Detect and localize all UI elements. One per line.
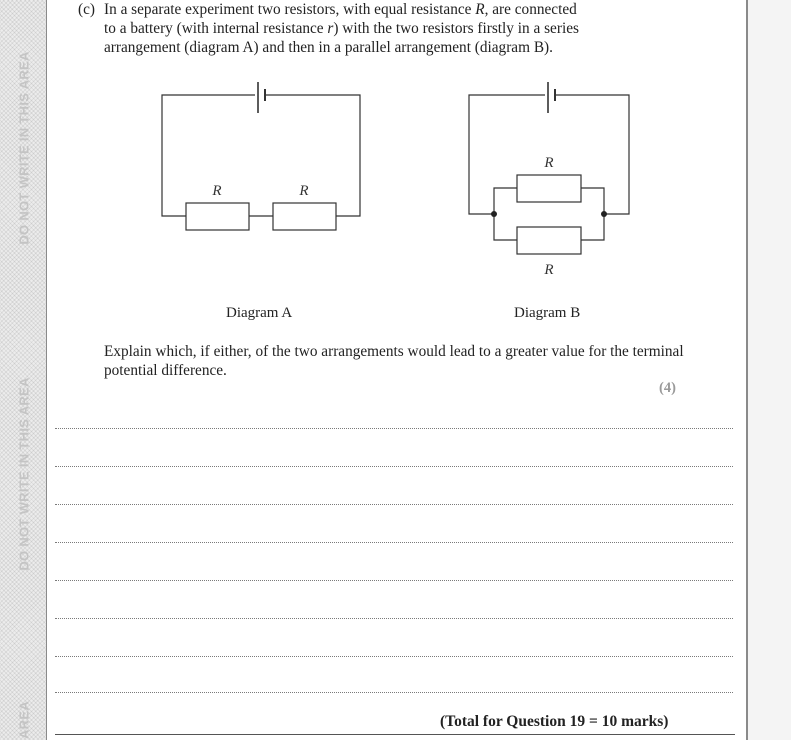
answer-line-1[interactable] [55, 428, 733, 429]
diagram-a-resistor-2 [273, 203, 336, 230]
question-line-2: to a battery (with internal resistance r) with the two resistors firstly in a series [104, 20, 579, 37]
answer-line-5[interactable] [55, 580, 733, 581]
diagram-b-resistor-bottom [517, 227, 581, 254]
answer-line-3[interactable] [55, 504, 733, 505]
diagram-b-resistor-bottom-label: R [544, 262, 554, 278]
answer-line-8[interactable] [55, 692, 733, 693]
total-marks: (Total for Question 19 = 10 marks) [440, 713, 669, 730]
diagram-a-resistor-1-label: R [212, 183, 222, 199]
diagram-b-junction-left [491, 211, 497, 217]
answer-line-4[interactable] [55, 542, 733, 543]
answer-line-6[interactable] [55, 618, 733, 619]
question-line-1: (c) In a separate experiment two resistors, with equal resistance R, are connected [78, 1, 577, 18]
instruction-text: Explain which, if either, of the two arrangements would lead to a greater value for the terminal potential difference. [104, 343, 684, 379]
diagram-a-resistor-1 [186, 203, 249, 230]
answer-line-7[interactable] [55, 656, 733, 657]
margin-warning-middle: DO NOT WRITE IN THIS AREA [16, 377, 32, 571]
answer-line-2[interactable] [55, 466, 733, 467]
circuit-diagrams [0, 0, 791, 300]
question-line-3: arrangement (diagram A) and then in a parallel arrangement (diagram B). [104, 39, 553, 56]
diagram-a-resistor-2-label: R [299, 183, 309, 199]
marks-allocation: (4) [659, 380, 676, 396]
diagram-b-junction-right [601, 211, 607, 217]
diagram-b-caption: Diagram B [514, 305, 581, 321]
diagram-a-circuit [162, 82, 360, 230]
margin-warning-bottom: AREA [16, 700, 32, 740]
part-label: (c) [78, 1, 95, 18]
diagram-b-resistor-top [517, 175, 581, 202]
margin-warning-top: DO NOT WRITE IN THIS AREA [16, 51, 32, 245]
diagram-a-caption: Diagram A [226, 305, 293, 321]
bottom-rule [55, 734, 735, 735]
diagram-b-resistor-top-label: R [544, 155, 554, 171]
